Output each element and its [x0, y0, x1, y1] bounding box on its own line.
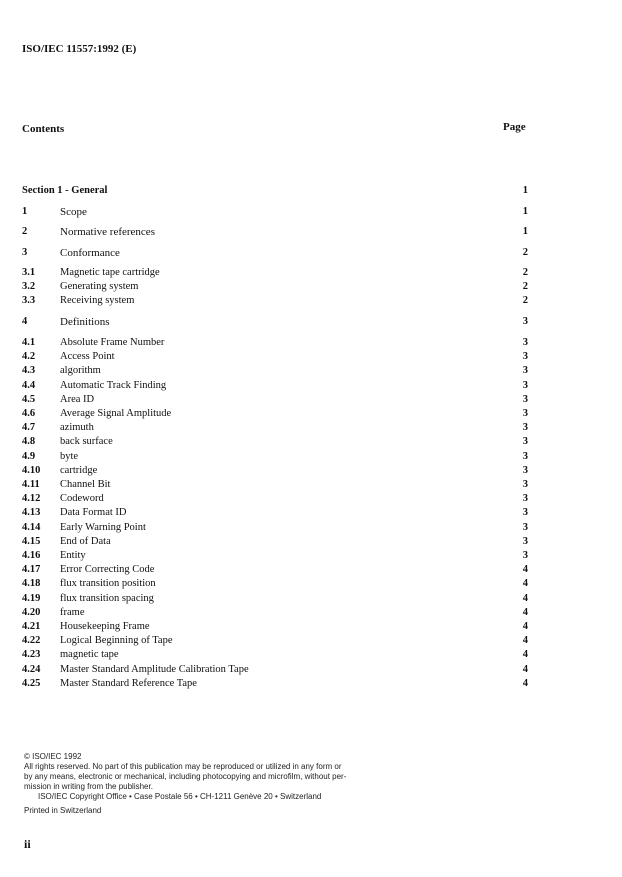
contents-heading: Contents [22, 123, 65, 135]
toc-title: Generating system [60, 281, 139, 292]
toc-number: 4.18 [22, 578, 41, 590]
toc-row [22, 450, 532, 464]
toc-page: 3 [522, 379, 528, 391]
toc-page: 3 [522, 550, 528, 561]
printed-in: Printed in Switzerland [24, 806, 102, 815]
toc-row [22, 492, 532, 506]
toc-page: 4 [522, 663, 528, 675]
toc-row [22, 592, 532, 606]
toc-number: 4.16 [22, 550, 41, 561]
toc-row [22, 549, 532, 563]
copyright-text-1: All rights reserved. No part of this publication may be reproduced or utilized in any form or [24, 762, 342, 771]
toc-page: 4 [522, 635, 528, 647]
toc-page: 3 [522, 450, 528, 462]
toc-row [22, 663, 532, 677]
toc-title: cartridge [60, 464, 98, 476]
toc-title: Channel Bit [60, 479, 111, 490]
toc-page: 2 [522, 295, 528, 306]
toc-title: Normative references [60, 226, 155, 238]
toc-page: 3 [522, 493, 528, 505]
toc-page: 3 [522, 393, 528, 405]
toc-page: 2 [522, 281, 528, 292]
toc-title: Error Correcting Code [60, 564, 155, 576]
toc-number: 4.22 [22, 635, 41, 647]
toc-number: 4.15 [22, 535, 41, 547]
toc-row [22, 315, 532, 329]
toc-page: 3 [522, 436, 528, 448]
toc-number: 4.13 [22, 507, 41, 519]
toc-number: 4.6 [22, 408, 36, 419]
toc-row [22, 280, 532, 294]
toc-page: 3 [522, 365, 528, 377]
toc-number: 4.25 [22, 677, 41, 689]
toc-page: 3 [522, 337, 528, 348]
toc-title: byte [60, 450, 79, 462]
toc-row [22, 336, 532, 350]
toc-title: End of Data [60, 535, 111, 547]
toc-title: Data Format ID [60, 507, 127, 519]
toc-title: Housekeeping Frame [60, 621, 150, 632]
toc-title: Automatic Track Finding [60, 379, 167, 391]
toc-number: 4.5 [22, 393, 36, 405]
toc-title: flux transition position [60, 578, 156, 590]
toc-row [22, 364, 532, 378]
toc-row [22, 435, 532, 449]
toc-row [22, 421, 532, 435]
toc-number: 4.11 [22, 479, 40, 490]
toc-number: 4.1 [22, 337, 36, 348]
toc-title: Absolute Frame Number [60, 337, 165, 348]
toc-row [22, 620, 532, 634]
copyright-text-2: by any means, electronic or mechanical, including photocopying and microfilm, without per- [24, 772, 347, 781]
toc-number: 3.1 [22, 267, 36, 278]
toc-row [22, 521, 532, 535]
page-column-heading: Page [503, 121, 526, 133]
toc-row [22, 205, 532, 219]
copyright-notice [24, 752, 384, 816]
toc-number: 2 [22, 226, 28, 237]
toc-number: 4.17 [22, 564, 41, 576]
toc-page: 4 [522, 606, 528, 618]
toc-number: 4 [22, 316, 28, 327]
toc-number: 4.7 [22, 422, 36, 434]
toc-page: 1 [522, 206, 528, 217]
section-page: 1 [522, 185, 528, 196]
toc-title: Logical Beginning of Tape [60, 635, 173, 647]
toc-title: Definitions [60, 316, 110, 328]
toc-page: 4 [522, 649, 528, 661]
toc-page: 3 [522, 408, 528, 419]
toc-page: 4 [522, 578, 528, 590]
section-heading-row [22, 184, 532, 198]
toc-number: 4.19 [22, 592, 41, 604]
section-title: Section 1 - General [22, 185, 108, 196]
toc-page: 3 [522, 479, 528, 490]
toc-page: 2 [522, 267, 528, 278]
toc-row [22, 294, 532, 308]
toc-number: 4.20 [22, 606, 41, 618]
toc-title: azimuth [60, 422, 94, 434]
toc-page: 4 [522, 564, 528, 576]
toc-row [22, 246, 532, 260]
toc-page: 1 [522, 226, 528, 237]
toc-title: Magnetic tape cartridge [60, 267, 160, 278]
toc-row [22, 393, 532, 407]
toc-title: Scope [60, 206, 87, 218]
toc-number: 1 [22, 206, 28, 217]
toc-title: back surface [60, 436, 113, 448]
toc-number: 4.3 [22, 365, 36, 377]
toc-number: 4.10 [22, 464, 41, 476]
toc-number: 4.24 [22, 663, 41, 675]
toc-number: 3.2 [22, 281, 36, 292]
toc-number: 3 [22, 247, 28, 258]
document-id: ISO/IEC 11557:1992 (E) [22, 43, 137, 55]
toc-page: 3 [522, 422, 528, 434]
toc-title: Average Signal Amplitude [60, 408, 172, 419]
toc-title: magnetic tape [60, 649, 119, 661]
toc-title: Access Point [60, 351, 115, 363]
page-number: ii [24, 837, 31, 851]
toc-title: Master Standard Reference Tape [60, 677, 197, 689]
toc-page: 3 [522, 316, 528, 327]
toc-row [22, 535, 532, 549]
toc-page: 2 [522, 247, 528, 258]
copyright-office: ISO/IEC Copyright Office • Case Postale 56 • CH-1211 Genève 20 • Switzerland [38, 792, 322, 801]
toc-number: 4.14 [22, 521, 41, 533]
toc-row [22, 577, 532, 591]
toc-number: 4.2 [22, 351, 36, 363]
toc-title: flux transition spacing [60, 592, 154, 604]
toc-title: Master Standard Amplitude Calibration Tape [60, 663, 249, 675]
toc-number: 3.3 [22, 295, 36, 306]
toc-number: 4.4 [22, 379, 36, 391]
toc-title: frame [60, 606, 85, 618]
toc-row [22, 606, 532, 620]
copyright-year: © ISO/IEC 1992 [24, 752, 82, 761]
toc-row [22, 506, 532, 520]
toc-number: 4.12 [22, 493, 41, 505]
toc-row [22, 478, 532, 492]
toc-page: 3 [522, 464, 528, 476]
toc-row [22, 677, 532, 691]
toc-page: 4 [522, 621, 528, 632]
toc-row [22, 266, 532, 280]
toc-title: Entity [60, 550, 86, 561]
toc-page: 3 [522, 351, 528, 363]
toc-page: 4 [522, 592, 528, 604]
toc-page: 3 [522, 535, 528, 547]
toc-title: algorithm [60, 365, 101, 377]
toc-page: 3 [522, 521, 528, 533]
toc-page: 3 [522, 507, 528, 519]
toc-row [22, 225, 532, 239]
toc-number: 4.8 [22, 436, 36, 448]
toc-row [22, 407, 532, 421]
toc-number: 4.23 [22, 649, 41, 661]
toc-row [22, 350, 532, 364]
toc-row [22, 464, 532, 478]
toc-title: Conformance [60, 247, 120, 259]
table-of-contents [22, 0, 532, 700]
toc-title: Receiving system [60, 295, 135, 306]
toc-number: 4.21 [22, 621, 41, 632]
toc-row [22, 648, 532, 662]
toc-number: 4.9 [22, 450, 36, 462]
toc-row [22, 634, 532, 648]
copyright-text-3: mission in writing from the publisher. [24, 782, 153, 791]
toc-title: Codeword [60, 493, 104, 505]
toc-row [22, 563, 532, 577]
toc-page: 4 [522, 677, 528, 689]
toc-title: Area ID [60, 393, 95, 405]
toc-title: Early Warning Point [60, 521, 146, 533]
toc-row [22, 379, 532, 393]
